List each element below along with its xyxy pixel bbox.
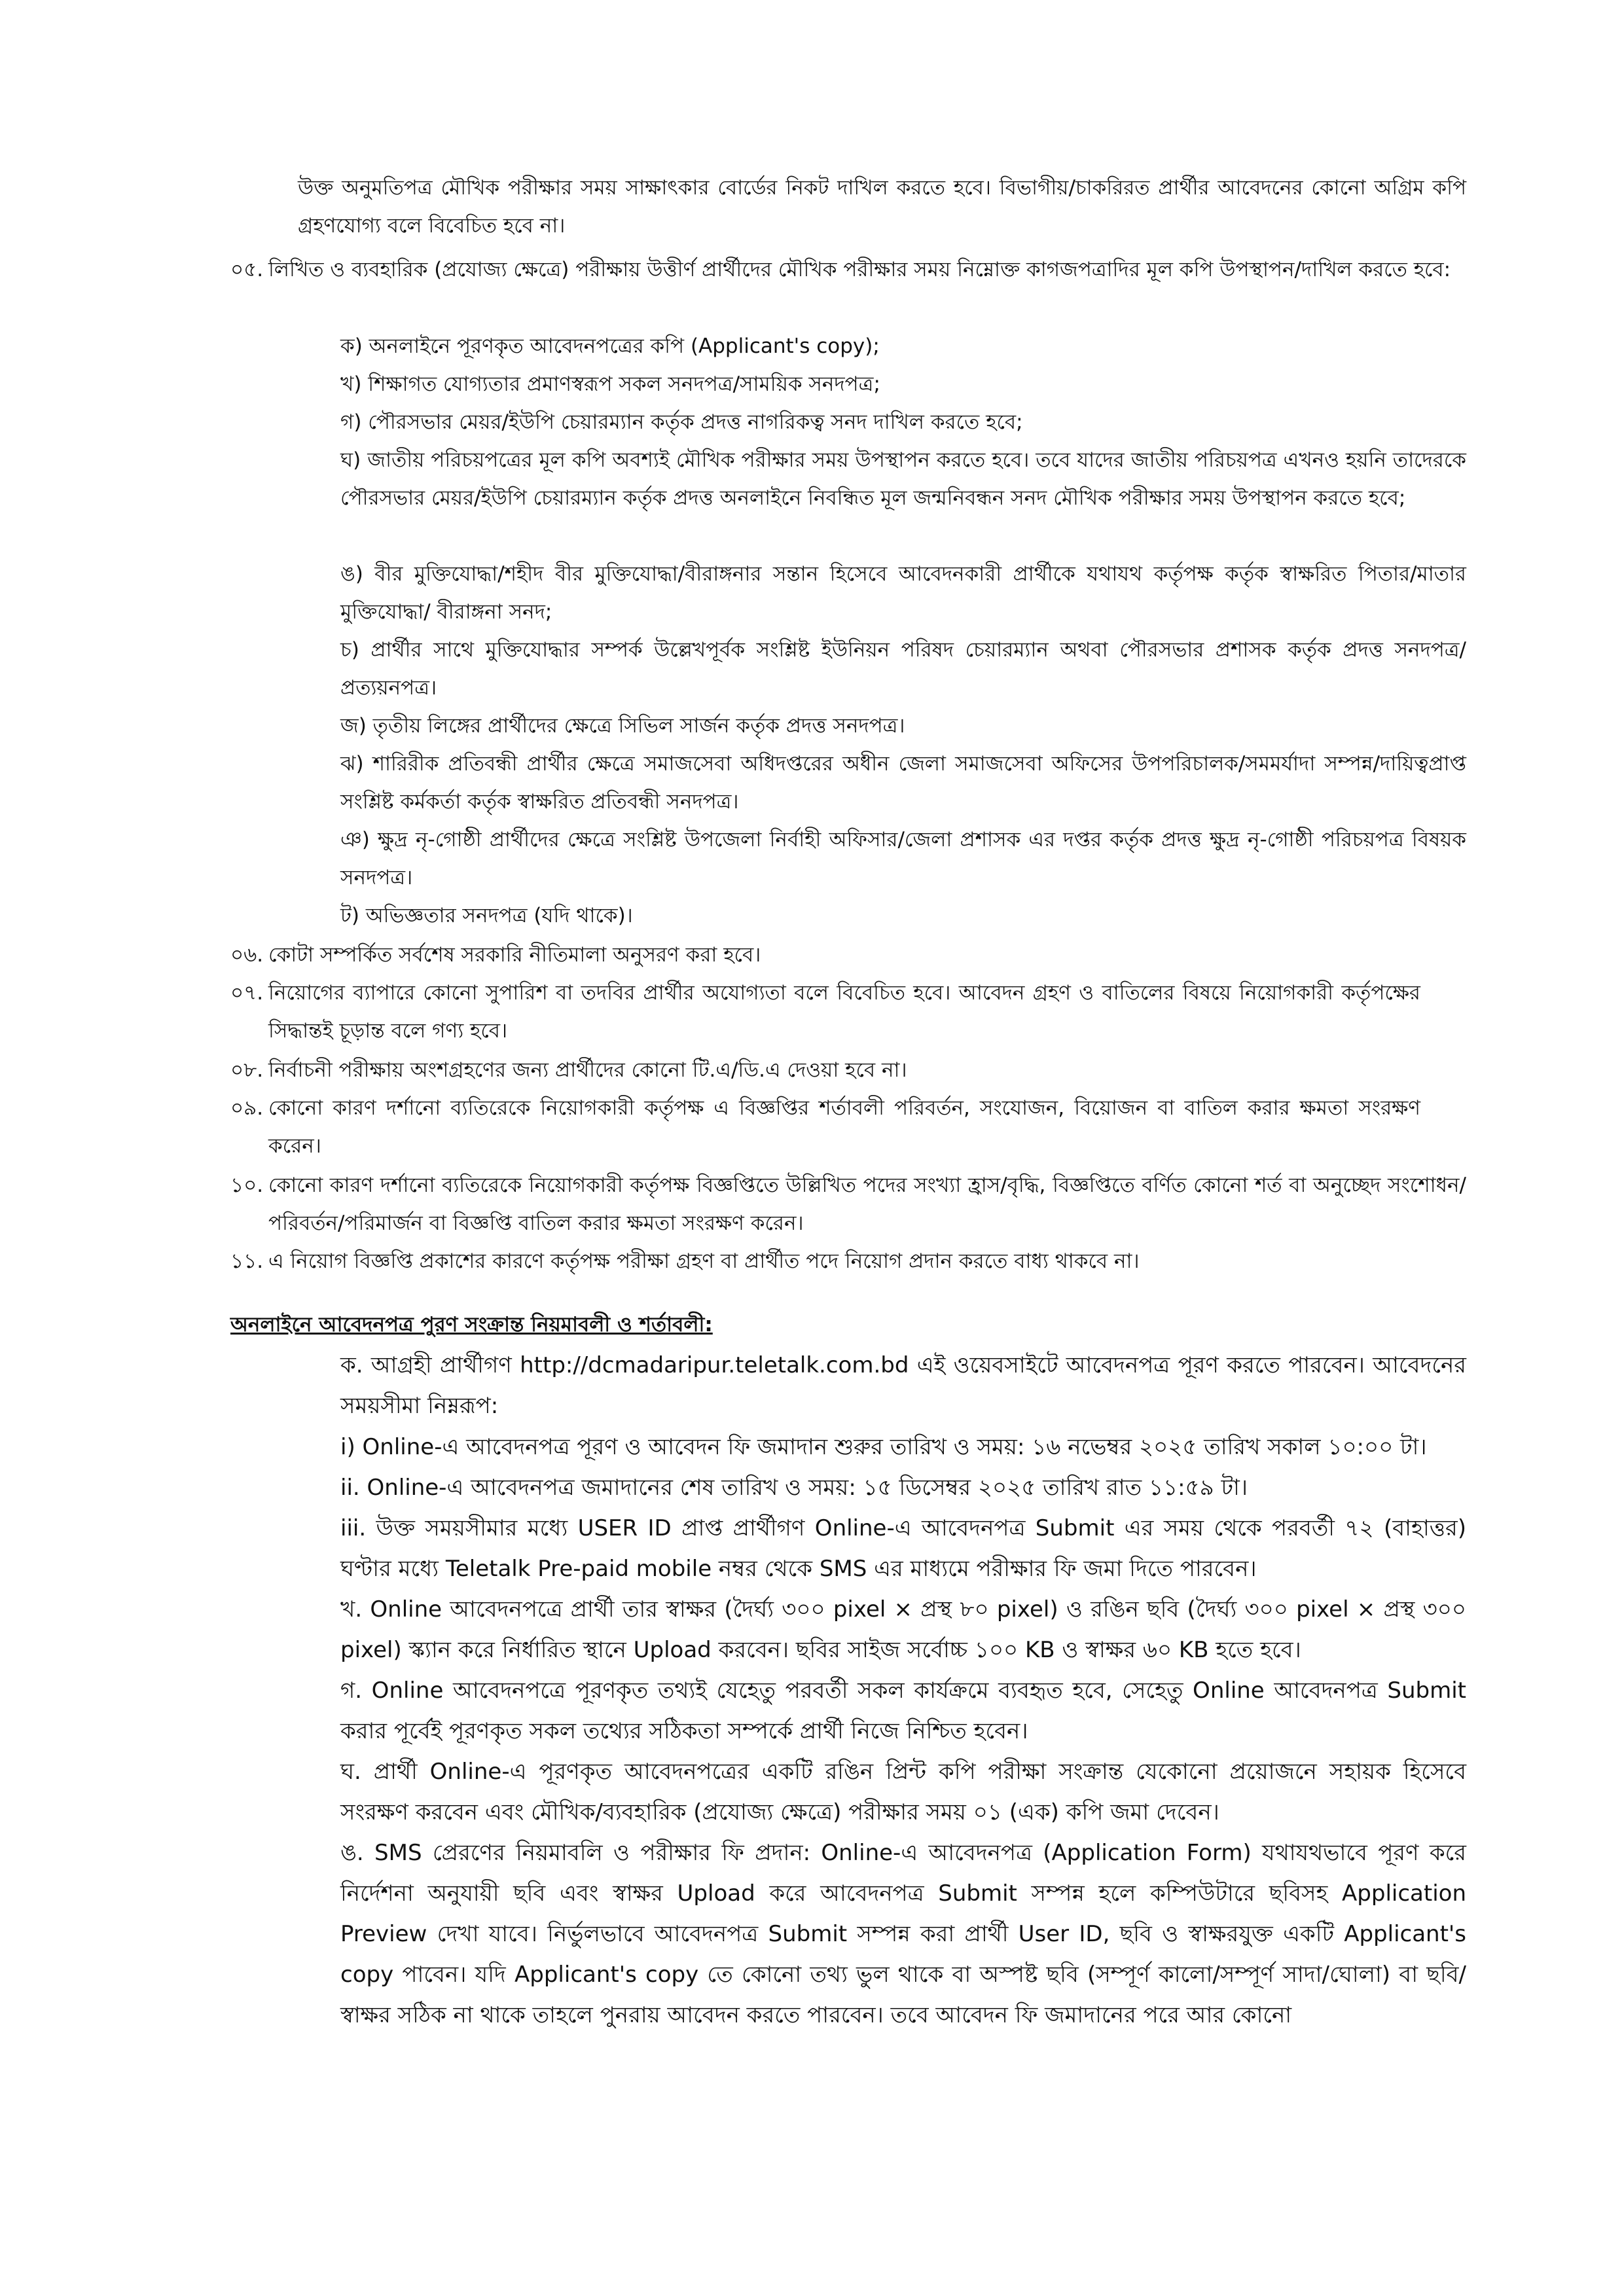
- clause-5-item-jha: ঝ) শারিরীক প্রতিবন্ধী প্রার্থীর ক্ষেত্রে সমাজসেবা অধিদপ্তরের অধীন জেলা সমাজসেবা অফিসের উপপরিচালক/সমমর্যাদা সম্পন্ন/দায়িত্বপ্রাপ্ত সংশ্লিষ্ট কর্মকর্তা কর্তৃক স্বাক্ষরিত প্রতিবন্ধী সনদপত্র।: [340, 752, 1466, 814]
- online-item-gha: ঘ. প্রার্থী Online-এ পূরণকৃত আবেদনপত্রের একটি রঙিন প্রিন্ট কপি পরীক্ষা সংক্রান্ত যেকোনো প্রয়োজনে সহায়ক হিসেবে সংরক্ষণ করবেন এবং মৌখিক/ব্যবহারিক (প্রযোজ্য ক্ষেত্রে) পরীক্ষার সময় ০১ (এক) কপি জমা দেবেন।: [340, 1759, 1466, 1825]
- clause-11-text: এ নিয়োগ বিজ্ঞপ্তি প্রকাশের কারণে কর্তৃপক্ষ পরীক্ষা গ্রহণ বা প্রার্থীত পদে নিয়োগ প্রদান করতে বাধ্য থাকবে না।: [268, 1249, 1140, 1273]
- clause-5-item-ja: জ) তৃতীয় লিঙ্গের প্রার্থীদের ক্ষেত্রে সিভিল সার্জন কর্তৃক প্রদত্ত সনদপত্র।: [340, 714, 905, 738]
- clause-5-item-gha: ঘ) জাতীয় পরিচয়পত্রের মূল কপি অবশ্যই মৌখিক পরীক্ষার সময় উপস্থাপন করতে হবে। তবে যাদের জাতীয় পরিচয়পত্র এখনও হয়নি তাদেরকে পৌরসভার মেয়র/ইউপি চেয়ারম্যান কর্তৃক প্রদত্ত অনলাইনে নিবন্ধিত মূল জন্মনিবন্ধন সনদ মৌখিক পরীক্ষার সময় উপস্থাপন করতে হবে;: [340, 448, 1466, 510]
- clause-9-text: কোনো কারণ দর্শানো ব্যতিরেকে নিয়োগকারী কর্তৃপক্ষ এ বিজ্ঞপ্তির শর্তাবলী পরিবর্তন, সংযোজন, বিয়োজন বা বাতিল করার ক্ষমতা সংরক্ষণ করেন।: [268, 1096, 1420, 1158]
- clause-6-number: ০৬.: [230, 943, 264, 967]
- online-item-ka: ক. আগ্রহী প্রার্থীগণ http://dcmadaripur.teletalk.com.bd এই ওয়েবসাইটে আবেদনপত্র পূরণ করতে পারবেন। আবেদনের সময়সীমা নিম্নরূপ:: [340, 1352, 1466, 1419]
- clause-5-item-kha: খ) শিক্ষাগত যোগ্যতার প্রমাণস্বরূপ সকল সনদপত্র/সাময়িক সনদপত্র;: [340, 372, 880, 396]
- online-section-heading: অনলাইনে আবেদনপত্র পুরণ সংক্রান্ত নিয়মাবলী ও শর্তাবলী:: [230, 1313, 713, 1336]
- online-item-ga: গ. Online আবেদনপত্রে পূরণকৃত তথ্যই যেহেতু পরবর্তী সকল কার্যক্রমে ব্যবহৃত হবে, সেহেতু Online আবেদনপত্র Submit করার পূর্বেই পূরণকৃত সকল তথ্যের সঠিকতা সম্পর্কে প্রার্থী নিজে নিশ্চিত হবেন।: [340, 1677, 1466, 1744]
- clause-5-text: লিখিত ও ব্যবহারিক (প্রযোজ্য ক্ষেত্রে) পরীক্ষায় উত্তীর্ণ প্রার্থীদের মৌখিক পরীক্ষার সময় নিম্নোক্ত কাগজপত্রাদির মূল কপি উপস্থাপন/দাখিল করতে হবে:: [268, 258, 1451, 281]
- clause-5-item-ga: গ) পৌরসভার মেয়র/ইউপি চেয়ারম্যান কর্তৃক প্রদত্ত নাগরিকত্ব সনদ দাখিল করতে হবে;: [340, 410, 1023, 434]
- clause-7-text: নিয়োগের ব্যাপারে কোনো সুপারিশ বা তদবির প্রার্থীর অযোগ্যতা বলে বিবেচিত হবে। আবেদন গ্রহণ ও বাতিলের বিষয়ে নিয়োগকারী কর্তৃপক্ষের সিদ্ধান্তই চূড়ান্ত বলে গণ্য হবে।: [268, 981, 1420, 1043]
- clause-5-item-cha: চ) প্রার্থীর সাথে মুক্তিযোদ্ধার সম্পর্ক উল্লেখপূর্বক সংশ্লিষ্ট ইউনিয়ন পরিষদ চেয়ারম্যান অথবা পৌরসভার প্রশাসক কর্তৃক প্রদত্ত সনদপত্র/প্রত্যয়নপত্র।: [340, 638, 1466, 700]
- clause-6-text: কোটা সম্পর্কিত সর্বশেষ সরকারি নীতিমালা অনুসরণ করা হবে।: [268, 943, 761, 967]
- clause-5-item-nya: ঞ) ক্ষুদ্র নৃ-গোষ্ঠী প্রার্থীদের ক্ষেত্রে সংশ্লিষ্ট উপজেলা নির্বাহী অফিসার/জেলা প্রশাসক এর দপ্তর কর্তৃক প্রদত্ত ক্ষুদ্র নৃ-গোষ্ঠী পরিচয়পত্র বিষয়ক সনদপত্র।: [340, 828, 1466, 889]
- clause-5-item-ka: ক) অনলাইনে পূরণকৃত আবেদনপত্রের কপি (Applicant's copy);: [340, 334, 880, 358]
- clause-11-number: ১১.: [230, 1249, 264, 1273]
- clause-8-number: ০৮.: [230, 1058, 264, 1082]
- online-item-kha: খ. Online আবেদনপত্রে প্রার্থী তার স্বাক্ষর (দৈর্ঘ্য ৩০০ pixel × প্রস্থ ৮০ pixel) ও রঙিন ছবি (দৈর্ঘ্য ৩০০ pixel × প্রস্থ ৩০০ pixel) স্ক্যান করে নির্ধারিত স্থানে Upload করবেন। ছবির সাইজ সর্বোচ্চ ১০০ KB ও স্বাক্ষর ৬০ KB হতে হবে।: [340, 1596, 1466, 1663]
- clause-9-number: ০৯.: [230, 1096, 264, 1120]
- clause-10-number: ১০.: [230, 1174, 264, 1197]
- online-item-i: i) Online-এ আবেদনপত্র পূরণ ও আবেদন ফি জমাদান শুরুর তারিখ ও সময়: ১৬ নভেম্বর ২০২৫ তারিখ সকাল ১০:০০ টা।: [340, 1434, 1427, 1460]
- clause-7-number: ০৭.: [230, 981, 264, 1005]
- online-item-iii: iii. উক্ত সময়সীমার মধ্যে USER ID প্রাপ্ত প্রার্থীগণ Online-এ আবেদনপত্র Submit এর সময় থেকে পরবর্তী ৭২ (বাহাত্তর) ঘণ্টার মধ্যে Teletalk Pre-paid mobile নম্বর থেকে SMS এর মাধ্যমে পরীক্ষার ফি জমা দিতে পারবেন।: [340, 1515, 1466, 1582]
- clause-10-text: কোনো কারণ দর্শানো ব্যতিরেকে নিয়োগকারী কর্তৃপক্ষ বিজ্ঞপ্তিতে উল্লিখিত পদের সংখ্যা হ্রাস/বৃদ্ধি, বিজ্ঞপ্তিতে বর্ণিত কোনো শর্ত বা অনুচ্ছেদ সংশোধন/পরিবর্তন/পরিমার্জন বা বিজ্ঞপ্তি বাতিল করার ক্ষমতা সংরক্ষণ করেন।: [268, 1174, 1466, 1235]
- online-item-ii: ii. Online-এ আবেদনপত্র জমাদানের শেষ তারিখ ও সময়: ১৫ ডিসেম্বর ২০২৫ তারিখ রাত ১১:৫৯ টা।: [340, 1475, 1248, 1501]
- clause-8-text: নির্বাচনী পরীক্ষায় অংশগ্রহণের জন্য প্রার্থীদের কোনো টি.এ/ডি.এ দেওয়া হবে না।: [268, 1058, 907, 1082]
- clause-5-number: ০৫.: [230, 258, 264, 281]
- continuation-paragraph: উক্ত অনুমতিপত্র মৌখিক পরীক্ষার সময় সাক্ষাৎকার বোর্ডের নিকট দাখিল করতে হবে। বিভাগীয়/চাকরিরত প্রার্থীর আবেদনের কোনো অগ্রিম কপি গ্রহণযোগ্য বলে বিবেচিত হবে না।: [298, 176, 1466, 238]
- online-item-uma: ঙ. SMS প্রেরণের নিয়মাবলি ও পরীক্ষার ফি প্রদান: Online-এ আবেদনপত্র (Application Form) যথাযথভাবে পূরণ করে নির্দেশনা অনুযায়ী ছবি এবং স্বাক্ষর Upload করে আবেদনপত্র Submit সম্পন্ন হলে কম্পিউটারে ছবিসহ Application Preview দেখা যাবে। নির্ভুলভাবে আবেদনপত্র Submit সম্পন্ন করা প্রার্থী User ID, ছবি ও স্বাক্ষরযুক্ত একটি Applicant's copy পাবেন। যদি Applicant's copy তে কোনো তথ্য ভুল থাকে বা অস্পষ্ট ছবি (সম্পূর্ণ কালো/সম্পূর্ণ সাদা/ঘোলা) বা ছবি/স্বাক্ষর সঠিক না থাকে তাহলে পুনরায় আবেদন করতে পারবেন। তবে আবেদন ফি জমাদানের পরে আর কোনো: [340, 1840, 1466, 2028]
- clause-5-item-uma: ঙ) বীর মুক্তিযোদ্ধা/শহীদ বীর মুক্তিযোদ্ধা/বীরাঙ্গনার সন্তান হিসেবে আবেদনকারী প্রার্থীকে যথাযথ কর্তৃপক্ষ কর্তৃক স্বাক্ষরিত পিতার/মাতার মুক্তিযোদ্ধা/ বীরাঙ্গনা সনদ;: [340, 562, 1466, 624]
- clause-5-item-ta: ট) অভিজ্ঞতার সনদপত্র (যদি থাকে)।: [340, 904, 633, 927]
